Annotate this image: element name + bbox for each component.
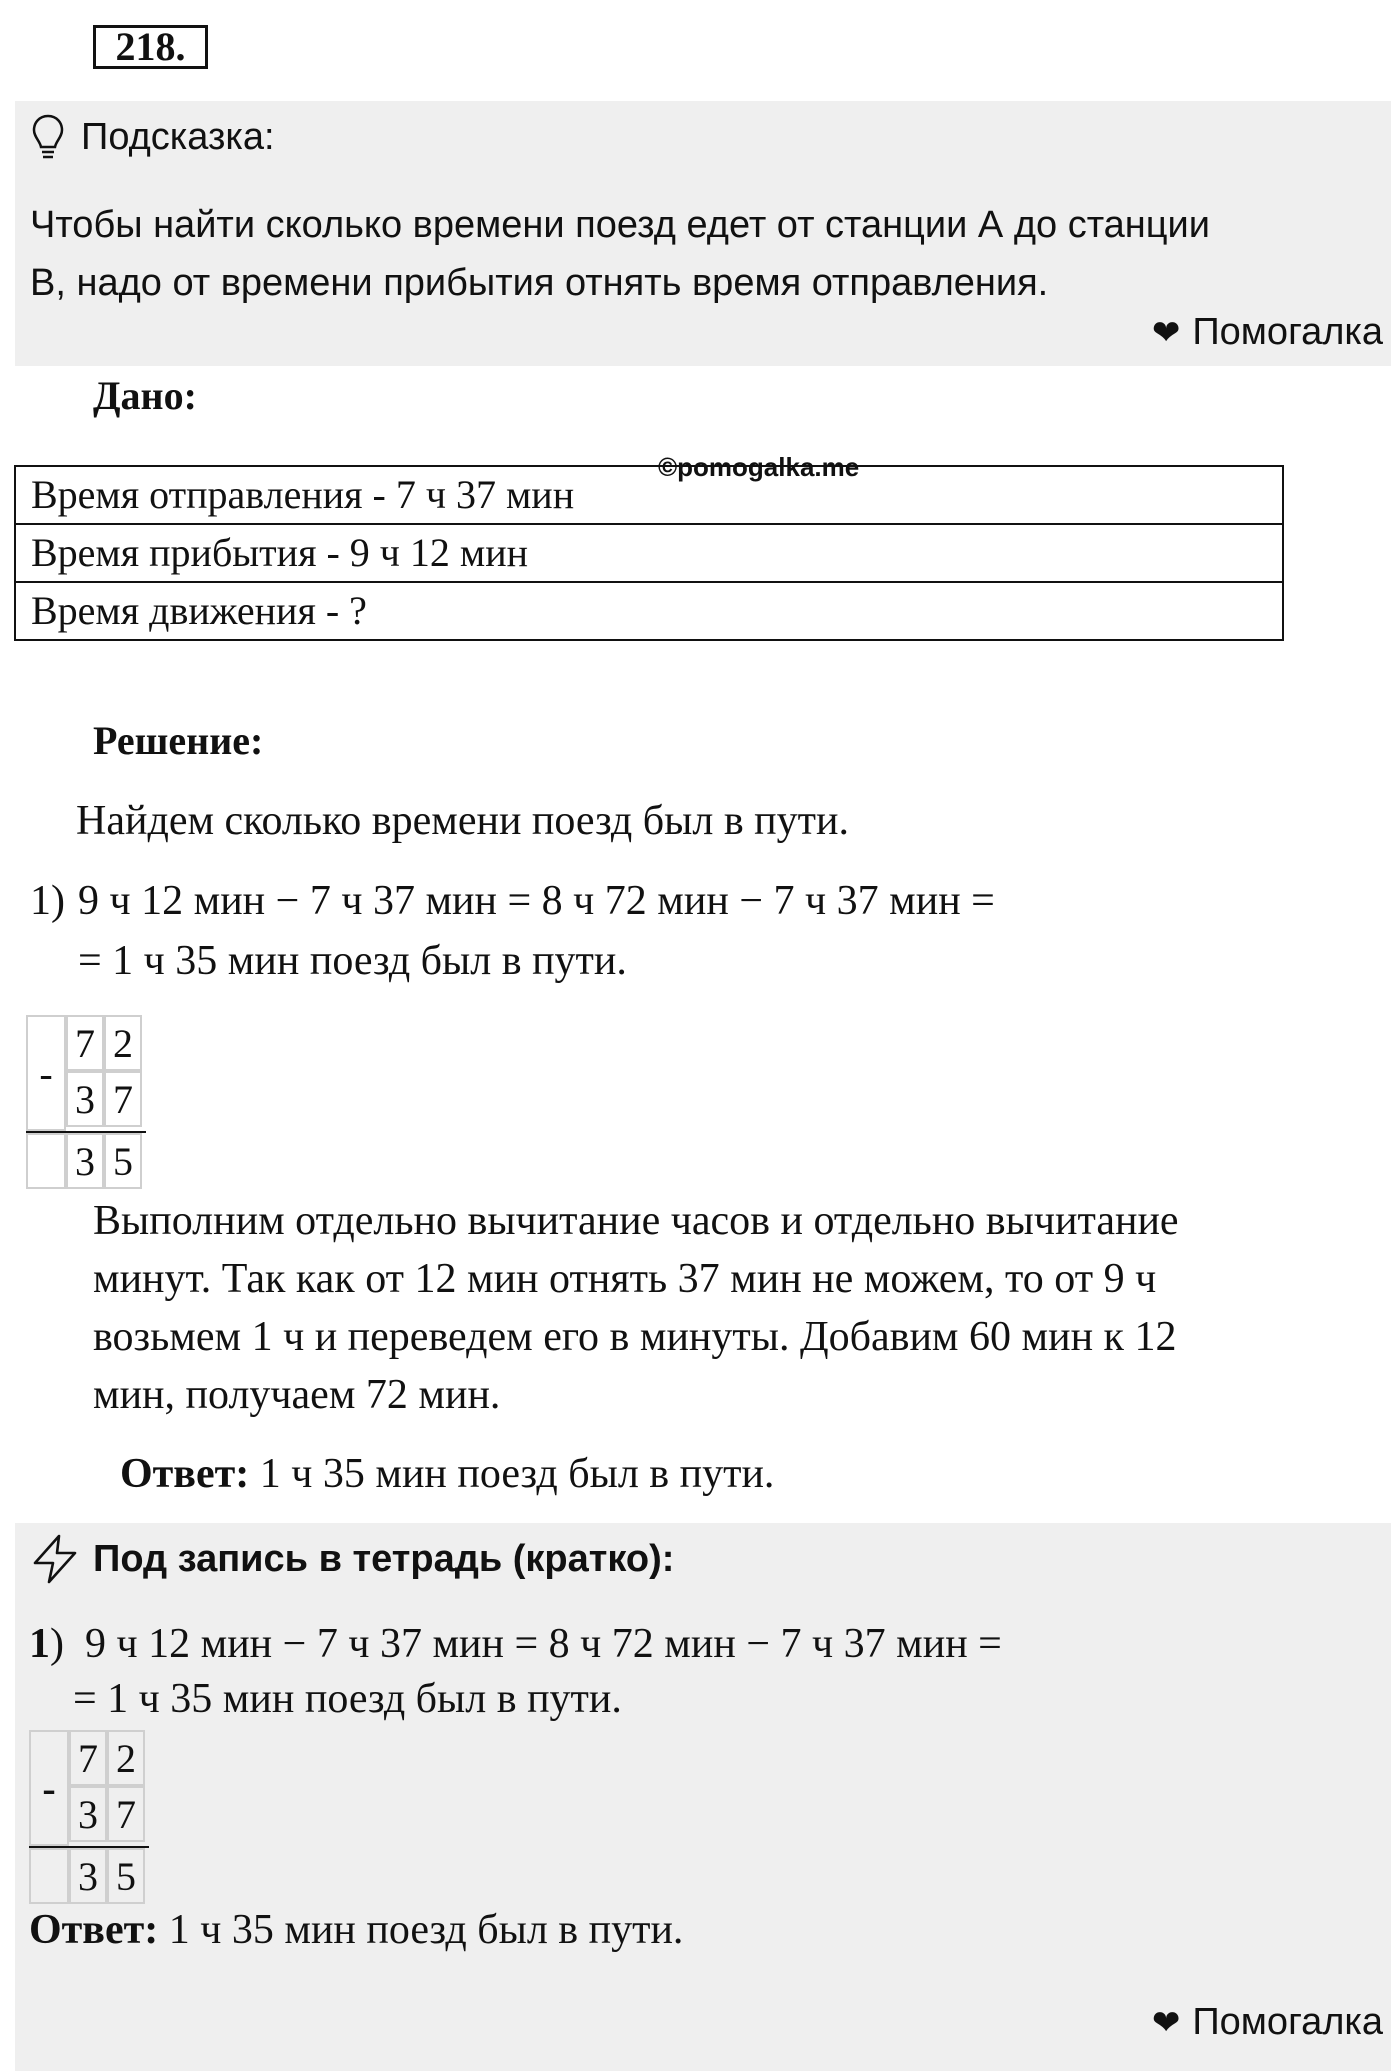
given-row [15,466,1283,524]
solution-step-number: 1) [30,878,65,924]
notes-panel [15,1523,1391,2071]
hint-brand [1152,311,1383,354]
given-cell: Время отправления - 7 ч 37 мин [15,466,1283,524]
answer-label: Ответ: [120,1451,250,1497]
solution-heading: Решение: [93,718,264,763]
heart-icon: ❤ [1151,2003,1181,2042]
given-cell: Время движения - ? [15,582,1283,640]
notes-step-paren: ) [50,1621,64,1667]
solution-intro: Найдем сколько времени поезд был в пути. [76,798,849,844]
explanation-line: возьмем 1 ч и переведем его в минуты. Добавим 60 мин к 12 [93,1314,1177,1360]
notes-step [29,1620,64,1668]
solution-equation-line: 9 ч 12 мин − 7 ч 37 мин = 8 ч 72 мин − 7 ч 37 мин = [78,878,995,924]
notes-answer [29,1906,683,1954]
lightning-icon [29,1533,81,1585]
minus-sign: - [29,1730,69,1846]
answer-text: 1 ч 35 мин поезд был в пути. [168,1907,684,1953]
digit-cell: 5 [104,1133,142,1189]
digit-cell: 5 [107,1848,145,1904]
notes-equation-line: 9 ч 12 мин − 7 ч 37 мин = 8 ч 72 мин − 7 ч 37 мин = [85,1621,1002,1667]
given-row [15,582,1283,640]
watermark: ©pomogalka.me [658,452,860,482]
digit-cell: 3 [69,1848,107,1904]
digit-cell: 7 [69,1730,107,1786]
digit-cell: 2 [107,1730,145,1786]
digit-cell: 7 [104,1071,142,1127]
notes-step-number: 1 [29,1621,50,1667]
explanation-line: минут. Так как от 12 мин отнять 37 мин не можем, то от 9 ч [93,1256,1157,1302]
hint-text [30,196,1210,312]
empty-cell [29,1848,69,1904]
solution-answer [120,1450,774,1498]
solution-equation-line: = 1 ч 35 мин поезд был в пути. [78,938,627,984]
given-row [15,524,1283,582]
hint-header [31,113,275,161]
notes-equation-line: = 1 ч 35 мин поезд был в пути. [73,1676,622,1722]
column-subtraction [26,1015,146,1189]
notes-header [29,1533,674,1585]
heart-icon: ❤ [1151,313,1181,352]
hint-line: В, надо от времени прибытия отнять время отправления. [30,262,1049,304]
explanation-line: мин, получаем 72 мин. [93,1372,501,1418]
notes-brand [1152,2001,1383,2044]
answer-text: 1 ч 35 мин поезд был в пути. [259,1451,775,1497]
digit-cell: 3 [69,1786,107,1842]
solution-explanation [93,1192,1179,1424]
minus-sign: - [26,1015,66,1131]
brand-label: Помогалка [1192,2001,1383,2043]
digit-cell: 7 [107,1786,145,1842]
digit-cell: 3 [66,1071,104,1127]
digit-cell: 7 [66,1015,104,1071]
notes-title: Под запись в тетрадь (кратко): [93,1537,675,1580]
given-table [14,465,1284,641]
notes-column-subtraction [29,1730,149,1904]
empty-cell [26,1133,66,1189]
digit-cell: 3 [66,1133,104,1189]
explanation-line: Выполним отдельно вычитание часов и отдельно вычитание [93,1198,1179,1244]
digit-cell: 2 [104,1015,142,1071]
hint-panel [15,101,1391,366]
given-cell: Время прибытия - 9 ч 12 мин [15,524,1283,582]
lightbulb-icon [31,113,65,161]
given-heading: Дано: [93,373,197,418]
hint-title: Подсказка: [81,115,275,158]
task-number: 218. [93,25,208,69]
answer-label: Ответ: [29,1907,159,1953]
brand-label: Помогалка [1192,311,1383,353]
hint-line: Чтобы найти сколько времени поезд едет от станции А до станции [30,204,1211,246]
